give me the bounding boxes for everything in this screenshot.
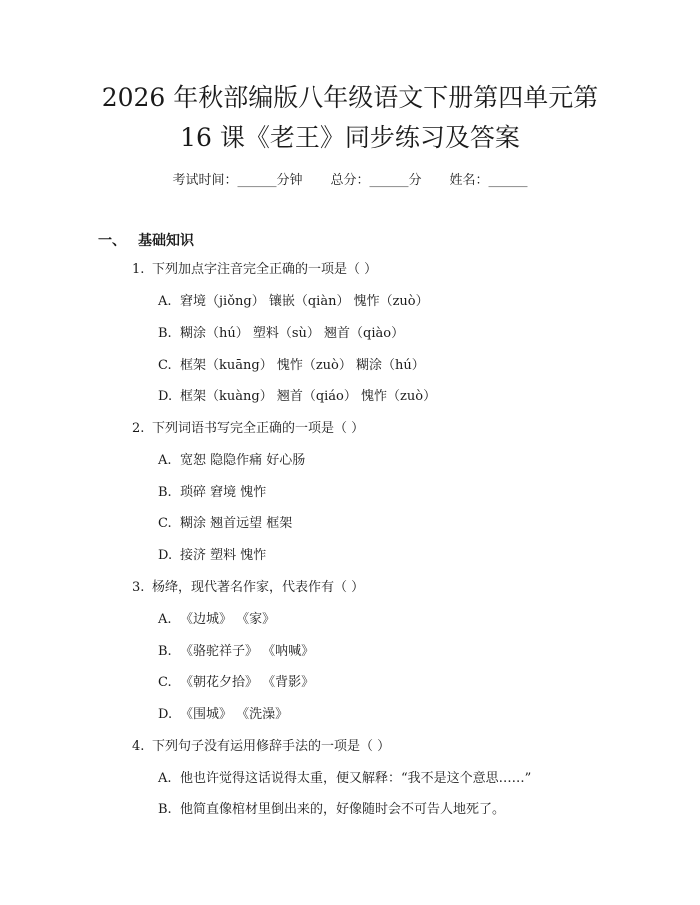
- option-text: 《边城》 《家》: [180, 612, 276, 627]
- option-letter: C.: [158, 516, 172, 531]
- option-letter: D.: [158, 389, 173, 404]
- question-2-option-a: [158, 452, 305, 470]
- option-letter: B.: [158, 485, 172, 500]
- question-text: 杨绛，现代著名作家，代表作有（ ）: [152, 580, 365, 595]
- question-2-option-d: [158, 547, 266, 565]
- option-text: 《朝花夕拾》 《背影》: [180, 675, 315, 690]
- option-letter: C.: [158, 358, 172, 373]
- question-1-option-d: [158, 388, 436, 406]
- option-letter: B.: [158, 802, 172, 817]
- option-letter: C.: [158, 675, 172, 690]
- exam-meta: [0, 169, 700, 188]
- question-1-option-c: [158, 357, 425, 375]
- question-text: 下列加点字注音完全正确的一项是（ ）: [152, 262, 378, 277]
- option-letter: A.: [158, 453, 172, 468]
- option-text: 他简直像棺材里倒出来的，好像随时会不可告人地死了。: [180, 802, 506, 817]
- question-2-option-c: [158, 515, 292, 533]
- question-1-option-a: [158, 293, 429, 311]
- option-text: 糊涂 翘首远望 框架: [180, 516, 293, 531]
- option-letter: B.: [158, 644, 172, 659]
- question-3-option-a: [158, 611, 275, 629]
- question-3-option-d: [158, 706, 288, 724]
- exam-total-score: 总分：______分: [330, 173, 422, 188]
- option-text: 接济 塑料 愧怍: [180, 548, 267, 563]
- exam-time: 考试时间：______分钟: [172, 173, 303, 188]
- question-3-option-b: [158, 643, 314, 661]
- option-text: 框架（kuāng） 愧怍（zuò） 糊涂（hú）: [180, 358, 425, 373]
- section-number: 一、: [98, 233, 126, 249]
- question-4-option-b: [158, 801, 505, 819]
- option-text: 窘境（jiǒng） 镶嵌（qiàn） 愧怍（zuò）: [180, 294, 429, 309]
- option-letter: A.: [158, 771, 172, 786]
- option-text: 《骆驼祥子》 《呐喊》: [180, 644, 315, 659]
- question-number: 3.: [132, 580, 145, 595]
- question-4: [132, 738, 390, 756]
- question-2: [132, 420, 364, 438]
- question-text: 下列词语书写完全正确的一项是（ ）: [152, 421, 365, 436]
- question-number: 1.: [132, 262, 145, 277]
- question-3: [132, 579, 364, 597]
- title-line-1: 2026 年秋部编版八年级语文下册第四单元第: [101, 83, 599, 112]
- question-4-option-a: [158, 770, 531, 788]
- option-text: 糊涂（hú） 塑料（sù） 翘首（qiào）: [180, 326, 405, 341]
- option-letter: B.: [158, 326, 172, 341]
- option-text: 他也许觉得这话说得太重，便又解释：“我不是这个意思……”: [180, 771, 532, 786]
- question-1: [132, 261, 377, 279]
- question-text: 下列句子没有运用修辞手法的一项是（ ）: [152, 739, 391, 754]
- option-letter: D.: [158, 707, 173, 722]
- option-text: 框架（kuàng） 翘首（qiáo） 愧怍（zuò）: [180, 389, 437, 404]
- option-text: 宽恕 隐隐作痛 好心肠: [180, 453, 306, 468]
- exam-name-field: 姓名：______: [449, 173, 528, 188]
- question-number: 4.: [132, 739, 145, 754]
- title-line-2: 16 课《老王》同步练习及答案: [180, 123, 520, 152]
- section-title: 基础知识: [138, 233, 194, 249]
- option-letter: D.: [158, 548, 173, 563]
- section-heading: [98, 230, 194, 250]
- question-number: 2.: [132, 421, 145, 436]
- option-text: 琐碎 窘境 愧怍: [180, 485, 267, 500]
- option-letter: A.: [158, 294, 172, 309]
- question-2-option-b: [158, 484, 266, 502]
- document-title: [60, 78, 640, 158]
- option-letter: A.: [158, 612, 172, 627]
- option-text: 《围城》 《洗澡》: [180, 707, 289, 722]
- question-3-option-c: [158, 674, 314, 692]
- question-1-option-b: [158, 325, 404, 343]
